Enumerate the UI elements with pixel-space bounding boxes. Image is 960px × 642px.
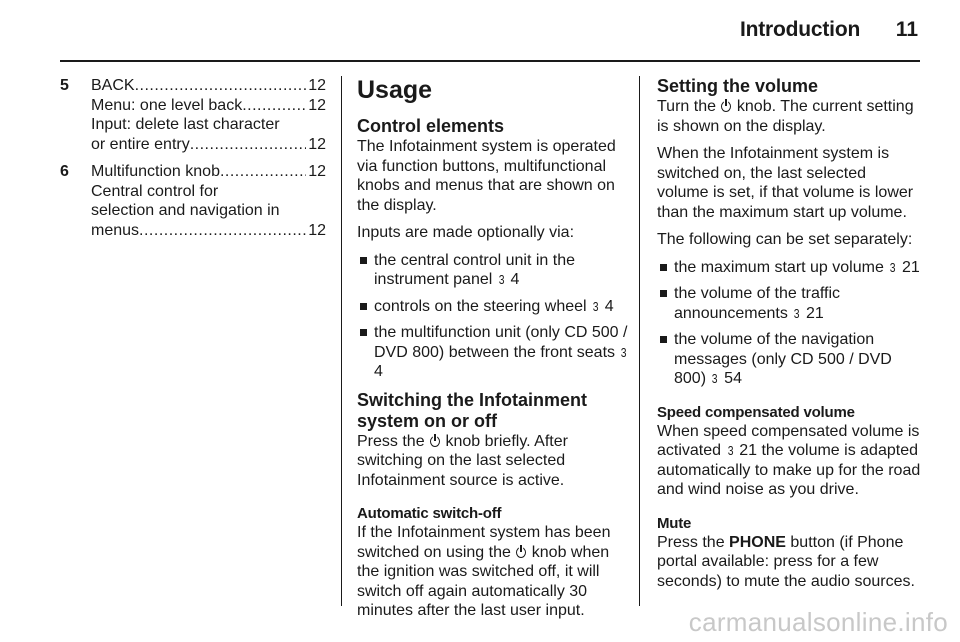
volume-text-2: When the Infotainment system is switched on, the last selected volume is set, if that volume is lower than the maximum start up volume. xyxy=(657,145,914,221)
volume-text-end: knob. The current setting is shown on the display. xyxy=(657,98,914,135)
index-line-text: menus xyxy=(91,221,140,239)
page-reference-icon: 3 xyxy=(592,298,599,314)
volume-list xyxy=(657,258,921,389)
column-divider xyxy=(341,76,342,606)
power-knob-icon xyxy=(516,547,526,558)
list-item xyxy=(357,251,629,290)
index-line-text: Central control for xyxy=(91,182,219,200)
page-reference-icon: 3 xyxy=(890,259,896,275)
index-line-text: Menu: one level back xyxy=(91,96,243,114)
page-title: Introduction xyxy=(740,18,861,41)
list-item xyxy=(357,297,629,317)
page-reference-number: 4 xyxy=(604,297,614,315)
index-number: 6 xyxy=(60,163,69,180)
index-line xyxy=(91,96,326,116)
page-reference-icon: 3 xyxy=(794,305,800,321)
index-line-text: Multifunction knob xyxy=(91,163,220,180)
power-knob-icon xyxy=(430,436,440,447)
index-page-number: 12 xyxy=(308,135,326,153)
mute-text-start: Press the xyxy=(657,533,725,551)
power-knob-icon xyxy=(721,101,731,112)
index-page-number: 12 xyxy=(308,163,326,180)
dot-leader xyxy=(242,96,306,116)
index-line-text: Input: delete last character xyxy=(91,116,280,133)
index-line-text: BACK xyxy=(91,77,135,94)
list-item xyxy=(657,258,921,278)
index-page-number: 12 xyxy=(308,96,326,114)
list-item xyxy=(357,323,629,382)
index-line xyxy=(91,221,326,241)
speed-text-end: the volume is adapted automatically to make up for the road and wind noise as you drive. xyxy=(657,442,921,498)
page-reference-icon: 3 xyxy=(498,272,505,287)
speed-compensated-text xyxy=(657,422,921,500)
index-number: 5 xyxy=(60,77,69,94)
phone-button-label: PHONE xyxy=(729,533,786,551)
page-reference-icon: 3 xyxy=(712,371,718,386)
auto-off-text-start: If the Infotainment system has been switched on using the xyxy=(357,524,611,561)
switching-text xyxy=(357,432,629,491)
volume-column xyxy=(657,76,921,599)
page-reference-number: 21 xyxy=(739,442,757,459)
auto-off-text-end: knob when the ignition was switched off, it will switch off again automatically 30 minutes after the last user input. xyxy=(357,543,610,619)
dot-leader xyxy=(135,76,307,96)
index-line xyxy=(91,135,326,155)
index-page-number: 12 xyxy=(308,77,326,94)
index-line xyxy=(91,115,326,135)
volume-text-1 xyxy=(657,97,921,136)
column-divider xyxy=(639,76,640,606)
inputs-intro-text: Inputs are made optionally via: xyxy=(357,224,575,241)
index-line xyxy=(91,201,326,221)
volume-heading: Setting the volume xyxy=(657,76,819,96)
dot-leader xyxy=(190,135,306,155)
usage-column xyxy=(357,76,629,629)
page-reference-number: 21 xyxy=(806,304,824,322)
inputs-list xyxy=(357,251,629,382)
speed-compensated-heading: Speed compensated volume xyxy=(657,403,855,421)
page-reference-number: 54 xyxy=(724,370,742,387)
dot-leader xyxy=(139,221,306,241)
volume-text-start: Turn the xyxy=(657,98,716,115)
list-item-text: the volume of the navigation messages (only CD 500 / DVD 800) xyxy=(674,331,892,387)
mute-text-end: button (if Phone portal available: press for a few seconds) to mute the audio sources. xyxy=(657,533,915,590)
page-reference-number: 21 xyxy=(902,258,920,276)
list-item-text: the maximum start up volume xyxy=(674,258,884,276)
control-elements-text: The Infotainment system is operated via function buttons, multifunctional knobs and menus that are shown on the display. xyxy=(357,138,616,214)
watermark: carmanualsonline.info xyxy=(688,607,948,637)
mute-text xyxy=(657,533,921,592)
list-item-text: the multifunction unit (only CD 500 / DVD 800) between the front seats xyxy=(374,324,628,361)
page-number: 11 xyxy=(895,18,918,41)
list-item-text: the volume of the traffic announcements xyxy=(674,285,841,322)
page-reference-number: 4 xyxy=(510,271,520,288)
index-column xyxy=(60,76,326,248)
usage-heading: Usage xyxy=(357,76,433,104)
index-entry xyxy=(60,76,326,154)
mute-heading: Mute xyxy=(657,514,692,532)
index-line-text: or entire entry xyxy=(91,135,190,153)
index-line xyxy=(91,76,326,96)
switching-text-start: Press the xyxy=(357,432,425,450)
auto-switch-off-heading: Automatic switch-off xyxy=(357,505,502,522)
list-item-text: the central control unit in the instrument panel xyxy=(374,251,576,288)
dot-leader xyxy=(220,162,306,182)
auto-switch-off-text xyxy=(357,523,629,621)
switching-text-end: knob briefly. After switching on the last selected Infotainment source is active. xyxy=(357,432,568,489)
index-line xyxy=(91,182,326,202)
list-item xyxy=(657,284,921,323)
list-item xyxy=(657,330,921,389)
index-page-number: 12 xyxy=(308,221,326,239)
index-line-text: selection and navigation in xyxy=(91,202,280,219)
page-reference-icon: 3 xyxy=(727,443,734,458)
index-entry xyxy=(60,162,326,240)
index-line xyxy=(91,162,326,182)
control-elements-heading: Control elements xyxy=(357,116,505,136)
list-item-text: controls on the steering wheel xyxy=(374,297,587,315)
page-reference-number: 4 xyxy=(374,363,383,380)
volume-text-3: The following can be set separately: xyxy=(657,231,913,248)
page-reference-icon: 3 xyxy=(621,344,627,360)
speed-text-start: When speed compensated volume is activated xyxy=(657,422,920,459)
switching-heading: Switching the Infotainment system on or off xyxy=(357,389,587,431)
header-rule xyxy=(60,60,920,62)
